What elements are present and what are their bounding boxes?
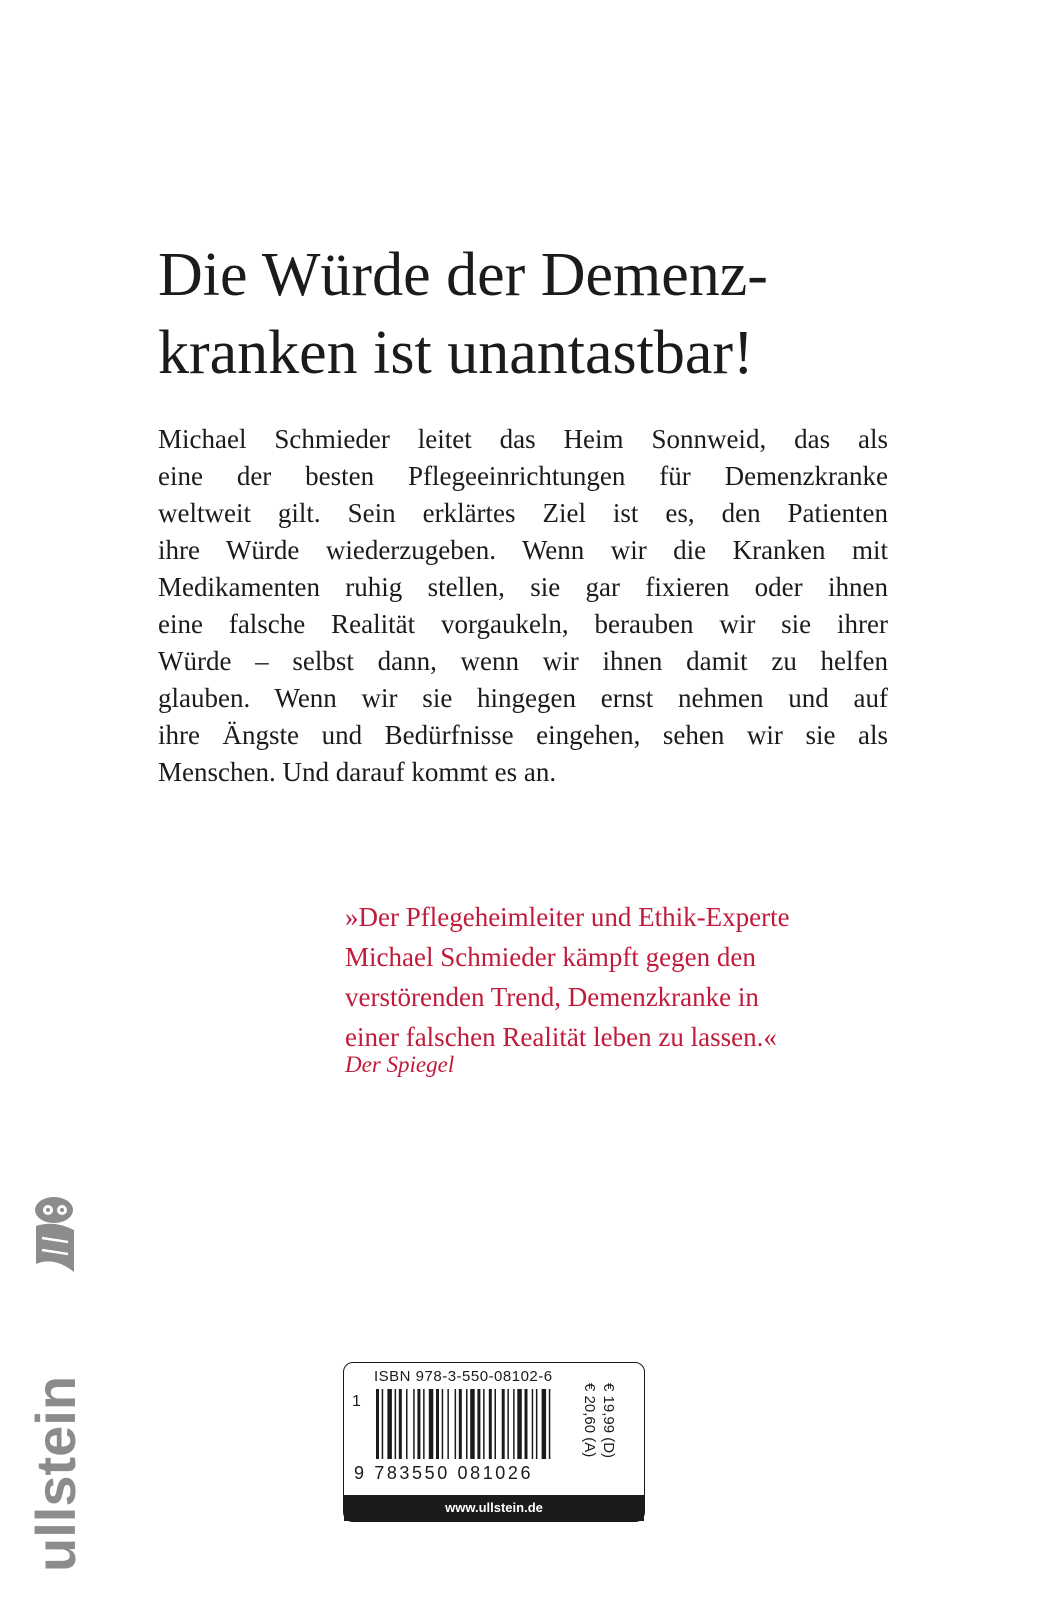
barcode-bar	[382, 1389, 384, 1459]
barcode-bar	[532, 1389, 534, 1459]
isbn-barcode-box	[343, 1362, 645, 1522]
blurb-line: Würde – selbst dann, wenn wir ihnen damit zu helfen	[158, 646, 888, 676]
barcode-first-digit: 1	[352, 1393, 361, 1410]
blurb-line: Menschen. Und darauf kommt es an.	[158, 757, 557, 787]
barcode-bar	[387, 1389, 392, 1459]
barcode-bar	[549, 1389, 551, 1459]
barcode-bar	[489, 1389, 492, 1459]
barcode-bar	[399, 1389, 402, 1459]
barcode-bar	[395, 1389, 397, 1459]
publisher-wordmark: ullstein	[24, 1375, 87, 1572]
barcode-bar	[429, 1389, 434, 1459]
barcode-bar	[447, 1389, 449, 1459]
blurb-line: weltweit gilt. Sein erklärtes Ziel ist es, den Patienten	[158, 498, 888, 528]
barcode-bar	[517, 1389, 522, 1459]
headline	[158, 236, 978, 392]
blurb-line: Medikamenten ruhig stellen, sie gar fixieren oder ihnen	[158, 572, 888, 602]
barcode-bar	[436, 1389, 439, 1459]
barcode-bar	[513, 1389, 515, 1459]
blurb-line: eine falsche Realität vorgaukeln, berauben wir sie ihrer	[158, 609, 888, 639]
barcode-bar	[470, 1389, 475, 1459]
barcode-bar	[477, 1389, 480, 1459]
publisher-url: www.ullstein.de	[344, 1495, 644, 1521]
blurb-line: ihre Würde wiederzugeben. Wenn wir die Kranken mit	[158, 535, 888, 565]
isbn-label: ISBN 978-3-550-08102-6	[374, 1368, 553, 1385]
barcode-bar	[423, 1389, 425, 1459]
barcode-bar	[376, 1389, 379, 1459]
price-de: € 19,99 (D)	[600, 1383, 617, 1459]
barcode-bar	[406, 1389, 408, 1459]
barcode-bar	[459, 1389, 462, 1459]
owl-icon	[35, 1197, 74, 1272]
barcode-bar	[413, 1389, 415, 1459]
barcode-bar	[507, 1389, 509, 1459]
quote-line: verstörenden Trend, Demenzkranke in	[345, 982, 759, 1012]
barcode-bar	[466, 1389, 468, 1459]
blurb-line: ihre Ängste und Bedürfnisse eingehen, sehen wir sie als	[158, 720, 888, 750]
barcode-bar	[483, 1389, 485, 1459]
barcode-bar	[495, 1389, 497, 1459]
barcode-bar	[502, 1389, 505, 1459]
quote-source: Der Spiegel	[345, 1052, 455, 1077]
barcode-bar	[442, 1389, 444, 1459]
headline-line: kranken ist unantastbar!	[158, 319, 754, 387]
blurb-line: Michael Schmieder leitet das Heim Sonnweid, das als	[158, 424, 888, 454]
quote-line: »Der Pflegeheimleiter und Ethik-Experte	[345, 902, 790, 932]
barcode-bar	[542, 1389, 547, 1459]
press-quote	[345, 897, 905, 1057]
barcode	[374, 1389, 579, 1459]
publisher-logo	[24, 1180, 87, 1580]
barcode-bar	[417, 1389, 420, 1459]
quote-line: Michael Schmieder kämpft gegen den	[345, 942, 756, 972]
price-at: € 20,60 (A)	[581, 1383, 598, 1458]
barcode-bar	[536, 1389, 538, 1459]
blurb-line: eine der besten Pflegeeinrichtungen für Demenzkranke	[158, 461, 888, 491]
quote-line: einer falschen Realität leben zu lassen.«	[345, 1022, 777, 1052]
barcode-bar	[525, 1389, 528, 1459]
barcode-digits: 9 783550 081026	[354, 1463, 534, 1483]
headline-line: Die Würde der Demenz-	[158, 241, 768, 309]
blurb-line: glauben. Wenn wir sie hingegen ernst nehmen und auf	[158, 683, 888, 713]
price-block	[580, 1383, 618, 1458]
barcode-bar	[455, 1389, 457, 1459]
blurb-text	[158, 421, 888, 791]
